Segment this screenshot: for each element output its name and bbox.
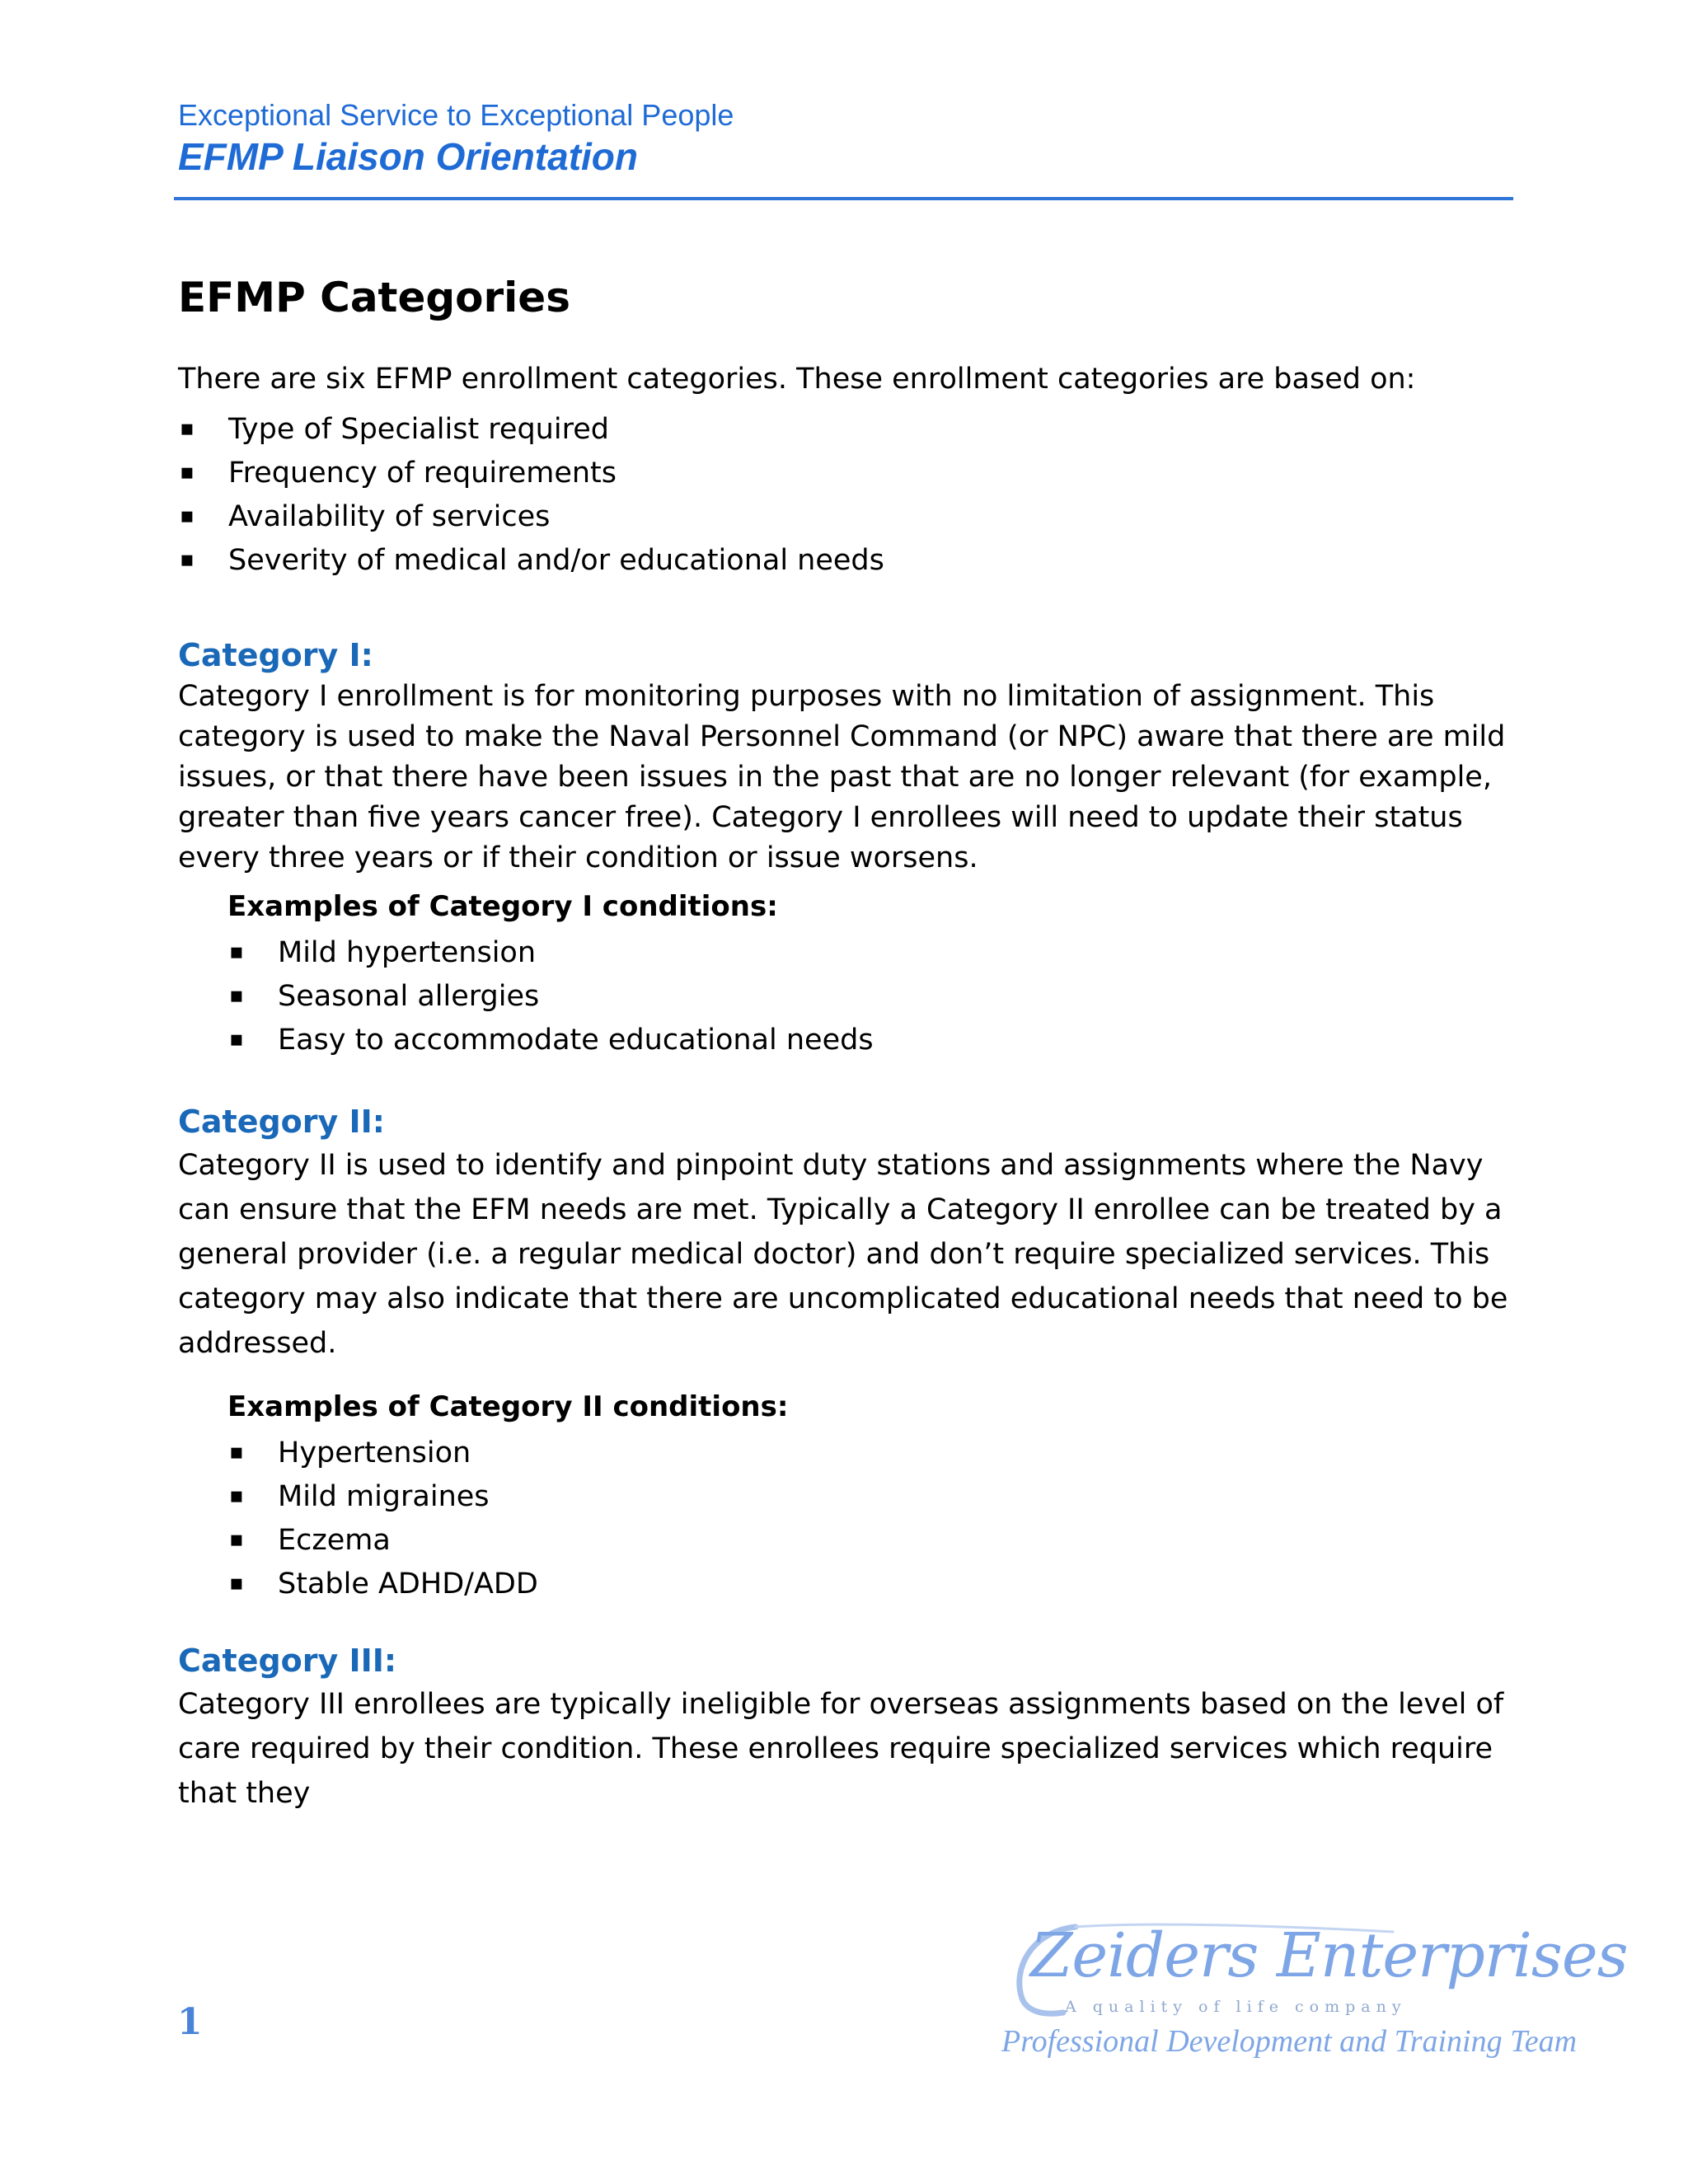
list-item-text: Frequency of requirements [228,457,617,490]
category-2-section [178,1100,1513,1606]
category-2-heading: Category II: [178,1104,385,1140]
category-3-heading: Category III: [178,1643,397,1679]
page-number: 1 [177,2001,203,2043]
bullet-icon: ▪ [229,1440,244,1465]
logo-team-name: Professional Development and Training Team [1001,2024,1578,2059]
list-item [227,1432,1513,1475]
bullet-icon: ▪ [180,460,195,485]
logo-company-name: Zeiders Enterprises [1030,1920,1628,1991]
intro-text: There are six EFMP enrollment categories. These enrollment categories are based on: [178,363,1416,396]
list-item-text: Seasonal allergies [278,980,540,1013]
list-item-text: Eczema [278,1524,391,1557]
list-item [227,1519,1513,1563]
header-title: EFMP Liaison Orientation [178,135,638,178]
list-item [227,1475,1513,1519]
bullet-icon: ▪ [180,547,195,572]
logo-tagline: A quality of life company [1065,1998,1407,2016]
category-1-section [178,634,1513,1062]
list-item [227,1019,1513,1062]
page-content [178,270,1513,1816]
category-2-examples [227,1385,1513,1606]
list-item [227,931,1513,975]
category-2-examples-list [227,1432,1513,1606]
list-item [178,495,1513,539]
list-item [227,975,1513,1019]
category-1-examples-list [227,931,1513,1062]
bullet-icon: ▪ [229,1571,244,1596]
list-item-text: Stable ADHD/ADD [278,1568,538,1601]
bullet-icon: ▪ [180,416,195,441]
bullet-icon: ▪ [229,1527,244,1552]
bullet-icon: ▪ [229,1027,244,1052]
intro-bullet-list [178,408,1513,583]
list-item-text: Easy to accommodate educational needs [278,1024,874,1057]
bullet-icon: ▪ [229,1483,244,1508]
list-item [178,452,1513,495]
header-subtitle: Exceptional Service to Exceptional People [178,98,734,132]
bullet-icon: ▪ [229,983,244,1008]
category-1-heading: Category I: [178,637,373,673]
company-logo [997,1920,1628,2069]
bullet-icon: ▪ [180,504,195,528]
list-item [178,539,1513,583]
page-header [178,97,1513,180]
page-title: EFMP Categories [178,274,570,321]
list-item-text: Severity of medical and/or educational needs [228,544,884,577]
list-item-text: Mild migraines [278,1480,490,1513]
bullet-icon: ▪ [229,940,244,964]
category-1-examples [227,885,1513,1062]
category-3-body: Category III enrollees are typically ineligible for overseas assignments based on the level of care required by their condition. These enrollees require specialized services which require that they [178,1688,1504,1810]
category-1-body: Category I enrollment is for monitoring purposes with no limitation of assignment. This category is used to make the Naval Personnel Command (or NPC) aware that there are mild issues, or that there have been issues in the past that are no longer relevant (for example, greater than five years cancer free). Category I enrollees will need to update their status every three years or if their condition or issue worsens. [178,680,1506,874]
category-2-body: Category II is used to identify and pinpoint duty stations and assignments where the Navy can ensure that the EFM needs are met. Typically a Category II enrollee can be treated by a general provider (i.e. a regular medical doctor) and don’t require specialized services. This category may also indicate that there are uncomplicated educational needs that need to be addressed. [178,1149,1508,1360]
list-item [178,408,1513,452]
list-item-text: Hypertension [278,1436,471,1469]
category-3-section [178,1639,1513,1816]
list-item-text: Mild hypertension [278,936,537,969]
list-item-text: Availability of services [228,500,551,533]
category-2-examples-heading: Examples of Category II conditions: [227,1390,789,1423]
list-item-text: Type of Specialist required [228,413,609,446]
list-item [227,1563,1513,1606]
category-1-examples-heading: Examples of Category I conditions: [227,890,778,923]
header-divider [174,197,1513,200]
